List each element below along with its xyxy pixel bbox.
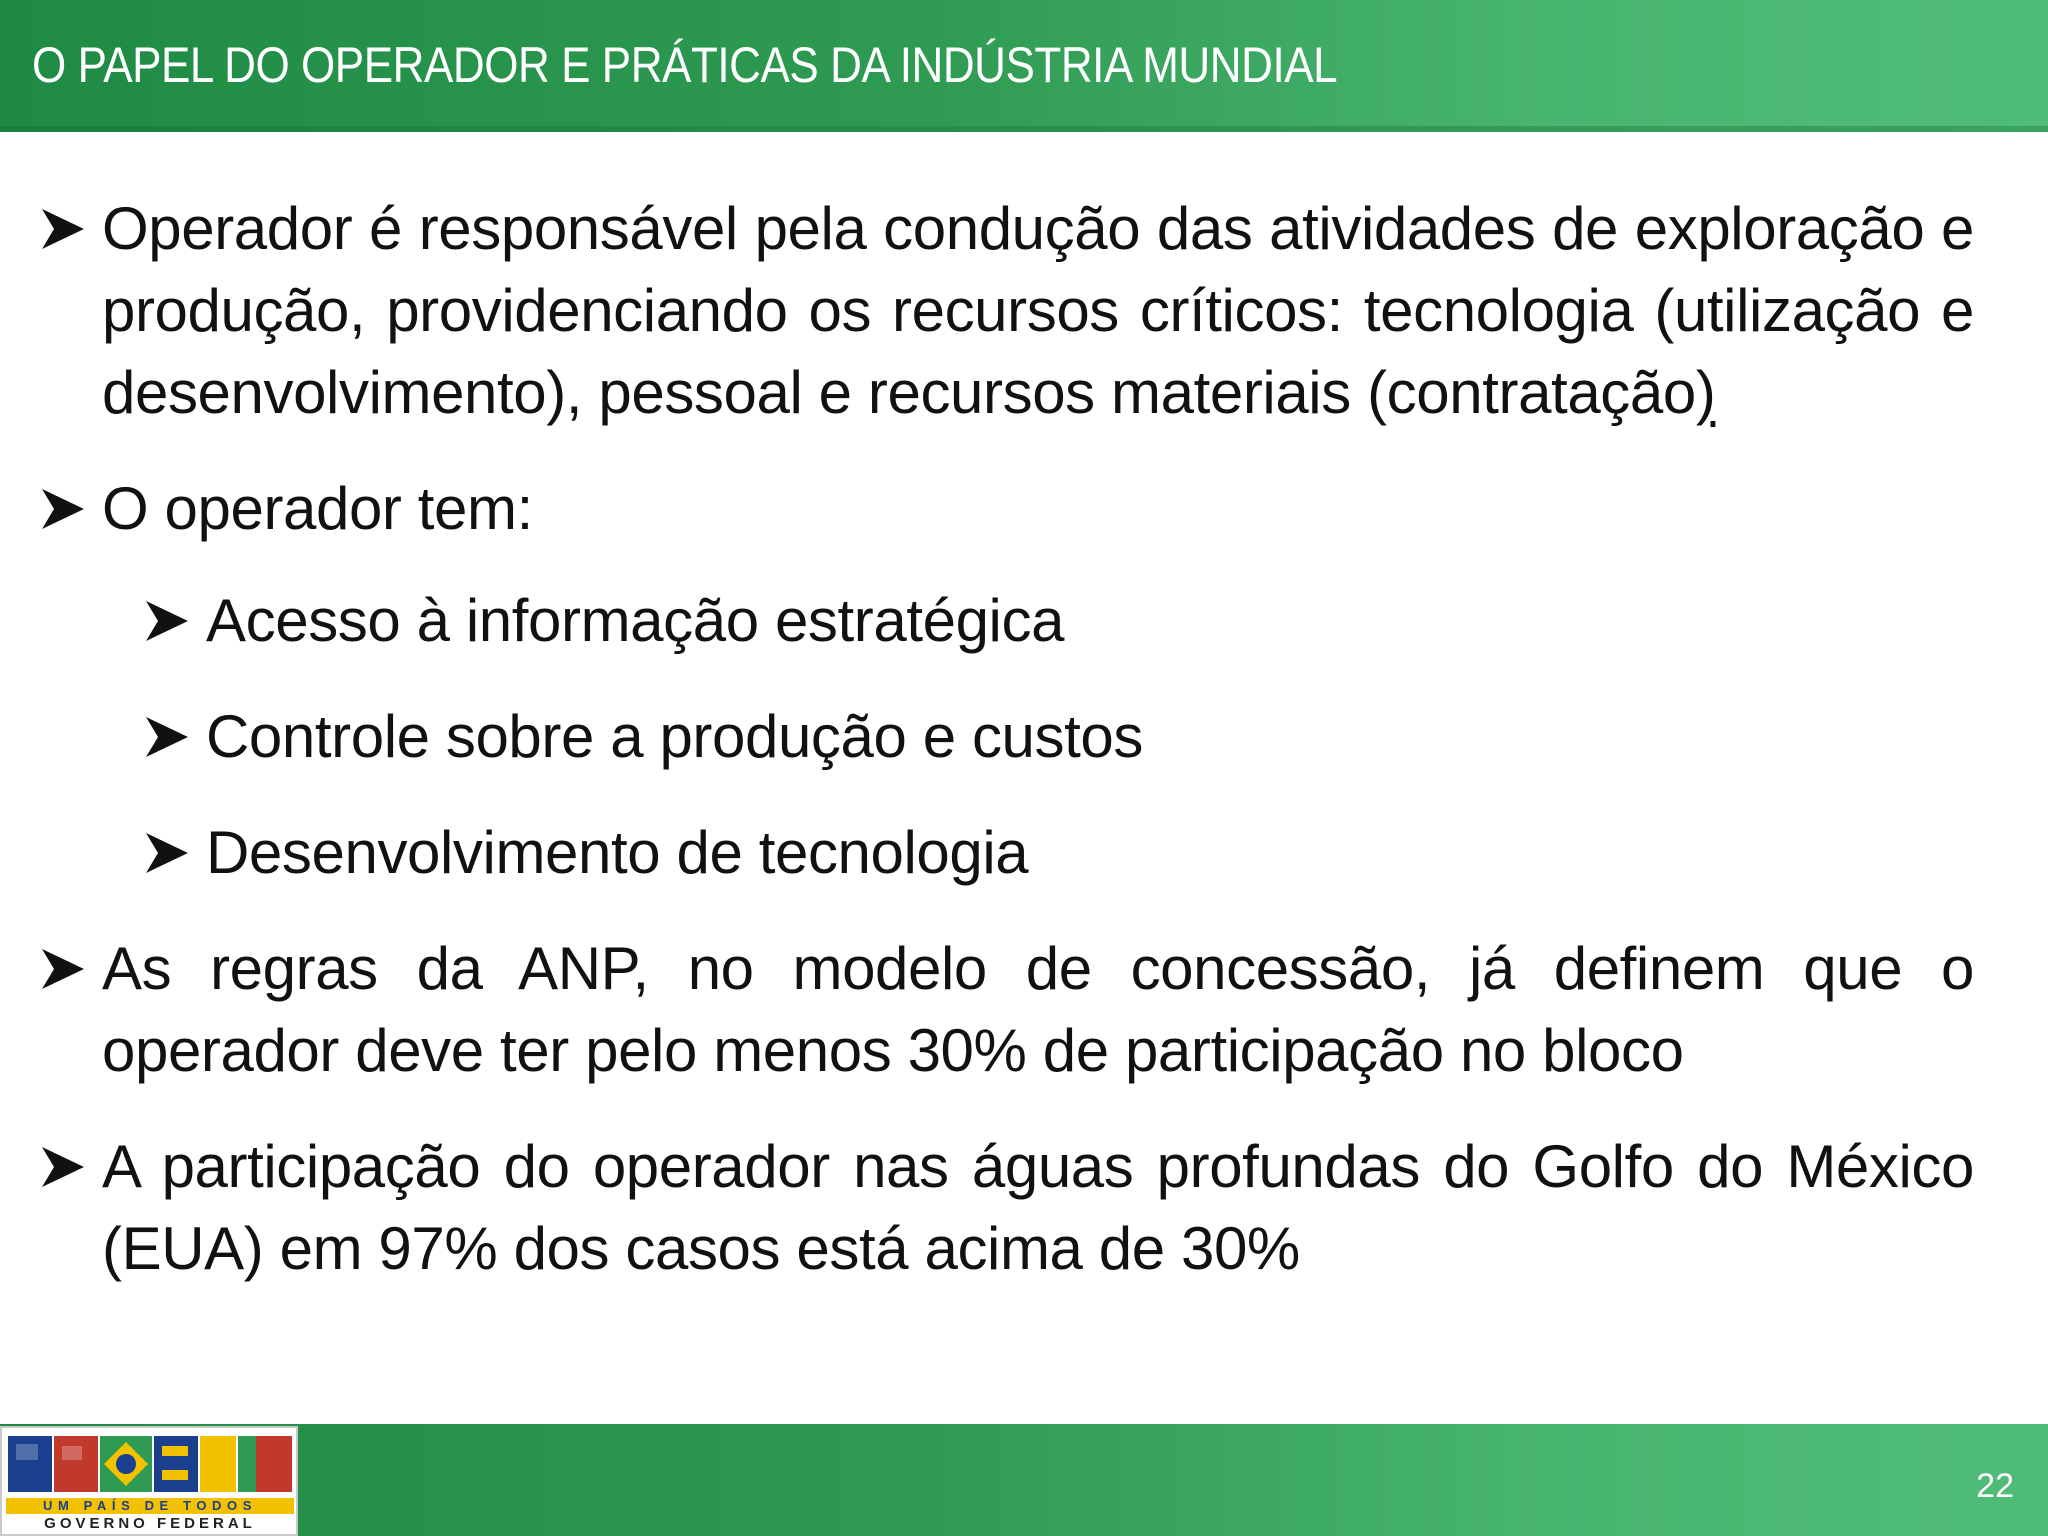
bullet-text: Operador é responsável pela condução das atividades de exploração e produção, providenciando os recursos críticos: tecnologia (utilização e desenvolvimento), pessoal e recursos materiais (contratação <box>102 195 1974 426</box>
bullet-text: A participação do operador nas águas profundas do Golfo do México (EUA) em 97% dos casos está acima de 30% <box>102 1133 1974 1282</box>
arrowhead-bullet-icon <box>144 598 190 644</box>
bullet-item <box>40 928 1974 1092</box>
footer-band <box>0 1424 2048 1536</box>
sub-bullet-item <box>144 696 1974 778</box>
page-number: 22 <box>1976 1467 2014 1505</box>
slide-title: O PAPEL DO OPERADOR E PRÁTICAS DA INDÚSTRIA MUNDIAL <box>32 37 1338 93</box>
brasil-wordmark-logo <box>6 1432 294 1496</box>
arrowhead-bullet-icon <box>40 1144 86 1190</box>
arrowhead-bullet-icon <box>40 486 86 532</box>
sub-bullet-text: Desenvolvimento de tecnologia <box>206 819 1029 886</box>
logo-tagline: UM PAÍS DE TODOS <box>6 1498 294 1514</box>
sub-bullet-item <box>144 580 1974 662</box>
sub-bullet-text: Acesso à informação estratégica <box>206 587 1065 654</box>
arrowhead-bullet-icon <box>40 206 86 252</box>
bullet-item <box>40 468 1974 550</box>
sub-bullet-text: Controle sobre a produção e custos <box>206 703 1143 770</box>
bullet-item <box>40 1126 1974 1290</box>
arrowhead-bullet-icon <box>144 830 190 876</box>
sub-bullet-item <box>144 812 1974 894</box>
header-band <box>0 0 2048 132</box>
brasil-government-logo <box>0 1426 298 1536</box>
bullet-text: O operador tem: <box>102 475 533 542</box>
bullet-text: As regras da ANP, no modelo de concessão, já definem que o operador deve ter pelo menos 30% de participação no bloco <box>102 935 1974 1084</box>
bullet-item <box>40 188 1974 434</box>
logo-government-label: GOVERNO FEDERAL <box>44 1515 256 1532</box>
arrowhead-bullet-icon <box>40 946 86 992</box>
arrowhead-bullet-icon <box>144 714 190 760</box>
bullet-list <box>40 188 1974 1324</box>
bullet-text-tail: ) <box>1695 359 1716 426</box>
